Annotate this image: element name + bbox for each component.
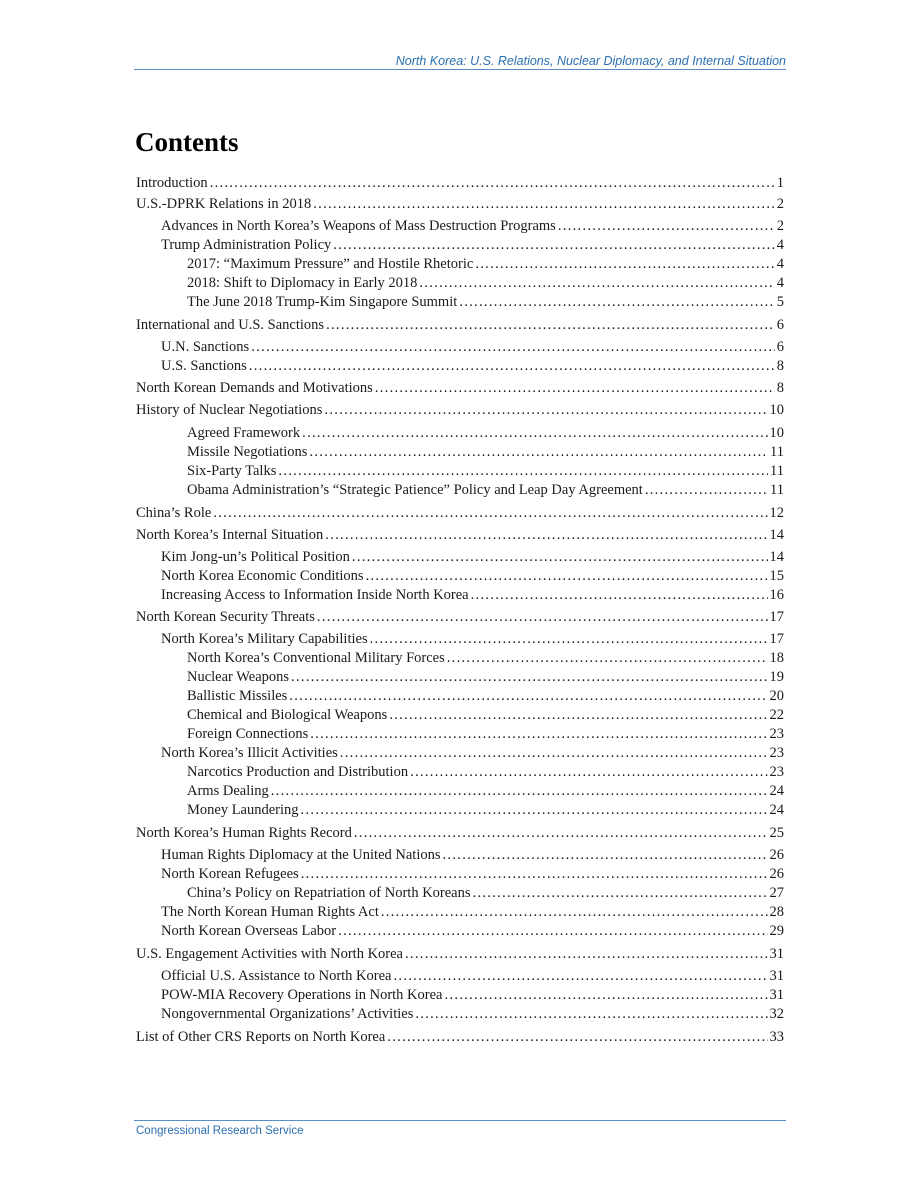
toc-dot-leader xyxy=(291,668,767,687)
toc-entry-label: Nongovernmental Organizations’ Activities xyxy=(161,1006,414,1022)
toc-entry[interactable] xyxy=(136,174,784,193)
toc-dot-leader xyxy=(302,424,767,443)
toc-dot-leader xyxy=(370,630,768,649)
toc-entry-label: China’s Role xyxy=(136,505,212,521)
toc-entry-page-number: 17 xyxy=(769,609,784,625)
toc-dot-leader xyxy=(324,401,767,420)
toc-entry-page-number: 5 xyxy=(776,294,784,310)
toc-entry[interactable] xyxy=(136,1005,784,1024)
toc-dot-leader xyxy=(310,725,767,744)
toc-entry-page-number: 8 xyxy=(776,380,784,396)
toc-entry-label: North Korea’s Conventional Military Forces xyxy=(187,650,445,666)
toc-dot-leader xyxy=(443,846,768,865)
toc-entry-page-number: 14 xyxy=(769,527,784,543)
toc-entry[interactable] xyxy=(136,526,784,545)
toc-entry[interactable] xyxy=(136,846,784,865)
toc-entry[interactable] xyxy=(136,548,784,567)
toc-entry-page-number: 25 xyxy=(769,825,784,841)
toc-entry[interactable] xyxy=(136,649,784,668)
toc-dot-leader xyxy=(471,586,768,605)
toc-entry-page-number: 31 xyxy=(769,968,784,984)
toc-entry-page-number: 24 xyxy=(769,783,784,799)
toc-entry-page-number: 31 xyxy=(769,946,784,962)
toc-entry-page-number: 12 xyxy=(769,505,784,521)
toc-entry-label: U.S.-DPRK Relations in 2018 xyxy=(136,196,312,212)
toc-dot-leader xyxy=(645,481,768,500)
toc-entry[interactable] xyxy=(136,922,784,941)
toc-dot-leader xyxy=(410,763,767,782)
toc-entry[interactable] xyxy=(136,668,784,687)
toc-dot-leader xyxy=(352,548,768,567)
toc-entry-label: Obama Administration’s “Strategic Patience” Policy and Leap Day Agreement xyxy=(187,482,643,498)
toc-entry[interactable] xyxy=(136,945,784,964)
toc-entry-label: U.S. Sanctions xyxy=(161,358,247,374)
toc-entry[interactable] xyxy=(136,567,784,586)
toc-entry-label: North Korean Security Threats xyxy=(136,609,315,625)
toc-entry[interactable] xyxy=(136,195,784,214)
toc-entry-page-number: 1 xyxy=(776,175,784,191)
toc-dot-leader xyxy=(278,462,768,481)
toc-entry-label: Six-Party Talks xyxy=(187,463,277,479)
toc-dot-leader xyxy=(473,884,768,903)
toc-entry-page-number: 2 xyxy=(776,196,784,212)
toc-entry-page-number: 17 xyxy=(769,631,784,647)
toc-entry[interactable] xyxy=(136,1028,784,1047)
toc-entry-label: North Korean Refugees xyxy=(161,866,299,882)
toc-entry-page-number: 15 xyxy=(769,568,784,584)
toc-entry[interactable] xyxy=(136,763,784,782)
toc-entry-label: North Korea’s Human Rights Record xyxy=(136,825,352,841)
toc-entry-page-number: 29 xyxy=(769,923,784,939)
toc-dot-leader xyxy=(301,865,768,884)
toc-dot-leader xyxy=(340,744,768,763)
toc-dot-leader xyxy=(301,801,768,820)
toc-dot-leader xyxy=(389,706,767,725)
toc-entry[interactable] xyxy=(136,316,784,335)
toc-entry-page-number: 33 xyxy=(769,1029,784,1045)
toc-entry[interactable] xyxy=(136,443,784,462)
toc-entry[interactable] xyxy=(136,903,784,922)
toc-entry[interactable] xyxy=(136,986,784,1005)
footer-organization: Congressional Research Service xyxy=(136,1125,304,1137)
toc-entry-page-number: 19 xyxy=(769,669,784,685)
toc-entry-label: China’s Policy on Repatriation of North Koreans xyxy=(187,885,471,901)
toc-entry-label: North Korean Overseas Labor xyxy=(161,923,337,939)
toc-dot-leader xyxy=(558,217,775,236)
toc-entry-page-number: 26 xyxy=(769,847,784,863)
toc-dot-leader xyxy=(405,945,768,964)
toc-entry-label: Missile Negotiations xyxy=(187,444,308,460)
toc-dot-leader xyxy=(338,922,767,941)
toc-dot-leader xyxy=(213,504,767,523)
toc-dot-leader xyxy=(387,1028,767,1047)
toc-entry-label: The June 2018 Trump-Kim Singapore Summit xyxy=(187,294,458,310)
toc-entry-label: Kim Jong-un’s Political Position xyxy=(161,549,350,565)
toc-dot-leader xyxy=(210,174,775,193)
toc-entry[interactable] xyxy=(136,274,784,293)
toc-entry[interactable] xyxy=(136,504,784,523)
toc-entry-page-number: 4 xyxy=(776,256,784,272)
toc-entry-label: North Korean Demands and Motivations xyxy=(136,380,373,396)
toc-entry[interactable] xyxy=(136,338,784,357)
toc-dot-leader xyxy=(249,357,775,376)
toc-dot-leader xyxy=(333,236,774,255)
toc-dot-leader xyxy=(459,293,774,312)
toc-entry-page-number: 6 xyxy=(776,339,784,355)
toc-entry[interactable] xyxy=(136,706,784,725)
toc-entry-page-number: 32 xyxy=(769,1006,784,1022)
toc-entry-label: Ballistic Missiles xyxy=(187,688,288,704)
toc-entry-label: Trump Administration Policy xyxy=(161,237,332,253)
toc-entry-label: Agreed Framework xyxy=(187,425,301,441)
toc-entry-label: Money Laundering xyxy=(187,802,299,818)
toc-entry[interactable] xyxy=(136,401,784,420)
toc-dot-leader xyxy=(313,195,775,214)
toc-dot-leader xyxy=(419,274,774,293)
toc-entry-page-number: 23 xyxy=(769,745,784,761)
toc-entry-page-number: 31 xyxy=(769,987,784,1003)
toc-entry-label: Official U.S. Assistance to North Korea xyxy=(161,968,392,984)
toc-dot-leader xyxy=(366,567,768,586)
toc-entry[interactable] xyxy=(136,217,784,236)
toc-entry-page-number: 8 xyxy=(776,358,784,374)
toc-entry-label: Introduction xyxy=(136,175,208,191)
toc-entry[interactable] xyxy=(136,424,784,443)
toc-entry-page-number: 4 xyxy=(776,275,784,291)
toc-dot-leader xyxy=(317,608,768,627)
toc-entry[interactable] xyxy=(136,801,784,820)
toc-dot-leader xyxy=(381,903,768,922)
toc-entry[interactable] xyxy=(136,462,784,481)
toc-entry-label: List of Other CRS Reports on North Korea xyxy=(136,1029,386,1045)
toc-entry-label: Increasing Access to Information Inside North Korea xyxy=(161,587,469,603)
toc-entry-label: History of Nuclear Negotiations xyxy=(136,402,323,418)
toc-entry[interactable] xyxy=(136,744,784,763)
toc-entry-page-number: 23 xyxy=(769,764,784,780)
toc-entry-label: North Korea Economic Conditions xyxy=(161,568,364,584)
toc-entry-page-number: 16 xyxy=(769,587,784,603)
toc-dot-leader xyxy=(475,255,774,274)
toc-dot-leader xyxy=(447,649,768,668)
toc-entry-page-number: 6 xyxy=(776,317,784,333)
toc-entry[interactable] xyxy=(136,608,784,627)
toc-entry-label: North Korea’s Military Capabilities xyxy=(161,631,368,647)
toc-entry[interactable] xyxy=(136,379,784,398)
footer-rule xyxy=(134,1120,786,1121)
toc-entry[interactable] xyxy=(136,293,784,312)
toc-entry[interactable] xyxy=(136,967,784,986)
toc-dot-leader xyxy=(375,379,775,398)
toc-entry[interactable] xyxy=(136,884,784,903)
toc-entry-page-number: 20 xyxy=(769,688,784,704)
toc-entry-page-number: 2 xyxy=(776,218,784,234)
toc-entry-label: U.S. Engagement Activities with North Korea xyxy=(136,946,403,962)
toc-entry-label: Arms Dealing xyxy=(187,783,269,799)
toc-entry-page-number: 10 xyxy=(769,425,784,441)
toc-entry-page-number: 24 xyxy=(769,802,784,818)
toc-entry[interactable] xyxy=(136,725,784,744)
toc-entry-label: 2017: “Maximum Pressure” and Hostile Rhetoric xyxy=(187,256,474,272)
toc-entry-page-number: 23 xyxy=(769,726,784,742)
toc-entry-page-number: 28 xyxy=(769,904,784,920)
toc-entry-page-number: 4 xyxy=(776,237,784,253)
toc-entry-label: Human Rights Diplomacy at the United Nations xyxy=(161,847,441,863)
toc-dot-leader xyxy=(309,443,768,462)
page-title: Contents xyxy=(135,127,239,157)
toc-entry-page-number: 11 xyxy=(770,463,784,479)
toc-entry[interactable] xyxy=(136,782,784,801)
toc-entry-page-number: 11 xyxy=(770,444,784,460)
toc-entry-page-number: 10 xyxy=(769,402,784,418)
toc-entry-label: POW-MIA Recovery Operations in North Korea xyxy=(161,987,443,1003)
toc-entry-page-number: 26 xyxy=(769,866,784,882)
toc-dot-leader xyxy=(325,526,767,545)
toc-dot-leader xyxy=(415,1005,767,1024)
toc-entry-label: Nuclear Weapons xyxy=(187,669,290,685)
toc-entry[interactable] xyxy=(136,824,784,843)
toc-entry-label: The North Korean Human Rights Act xyxy=(161,904,379,920)
toc-entry-label: 2018: Shift to Diplomacy in Early 2018 xyxy=(187,275,418,291)
toc-entry[interactable] xyxy=(136,630,784,649)
toc-entry-label: Foreign Connections xyxy=(187,726,309,742)
toc-entry-label: North Korea’s Internal Situation xyxy=(136,527,324,543)
toc-dot-leader xyxy=(326,316,775,335)
toc-entry-page-number: 14 xyxy=(769,549,784,565)
toc-entry-page-number: 18 xyxy=(769,650,784,666)
toc-entry-label: Narcotics Production and Distribution xyxy=(187,764,409,780)
toc-entry-label: U.N. Sanctions xyxy=(161,339,250,355)
toc-entry-label: International and U.S. Sanctions xyxy=(136,317,325,333)
toc-dot-leader xyxy=(354,824,768,843)
toc-dot-leader xyxy=(271,782,768,801)
toc-entry-page-number: 27 xyxy=(769,885,784,901)
toc-entry-label: Chemical and Biological Weapons xyxy=(187,707,388,723)
toc-entry-label: Advances in North Korea’s Weapons of Mass Destruction Programs xyxy=(161,218,556,234)
toc-dot-leader xyxy=(393,967,767,986)
toc-dot-leader xyxy=(289,687,767,706)
toc-entry-page-number: 11 xyxy=(770,482,784,498)
running-header: North Korea: U.S. Relations, Nuclear Diplomacy, and Internal Situation xyxy=(395,54,786,68)
toc-dot-leader xyxy=(251,338,775,357)
toc-entry-label: North Korea’s Illicit Activities xyxy=(161,745,338,761)
toc-entry[interactable] xyxy=(136,481,784,500)
toc-dot-leader xyxy=(444,986,767,1005)
header-rule xyxy=(134,69,786,70)
toc-entry[interactable] xyxy=(136,687,784,706)
toc-entry[interactable] xyxy=(136,586,784,605)
toc-entry[interactable] xyxy=(136,236,784,255)
toc-entry[interactable] xyxy=(136,865,784,884)
toc-entry-page-number: 22 xyxy=(769,707,784,723)
toc-entry[interactable] xyxy=(136,357,784,376)
toc-entry[interactable] xyxy=(136,255,784,274)
